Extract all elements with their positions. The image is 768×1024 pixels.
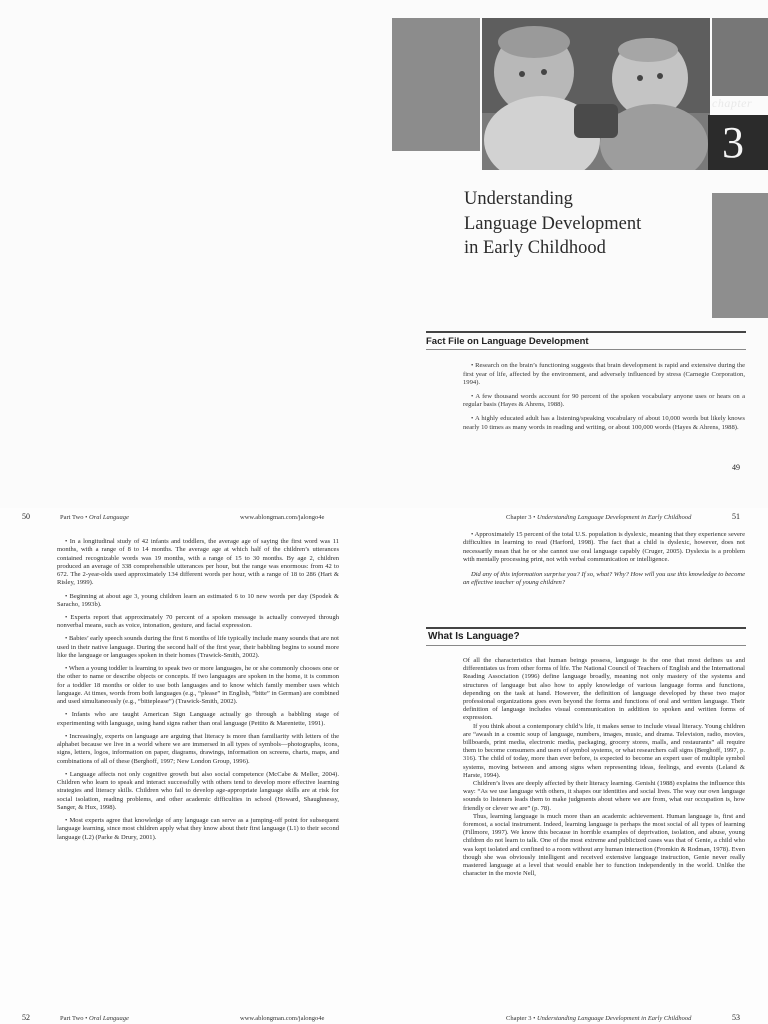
divider — [426, 645, 746, 646]
fact-item: • In a longitudinal study of 42 infants and toddlers, the average age of saying the first word was 11 months, with a range of 8 to 14 months. The average age at which half of the children’s utterances contained recognizable words was 19 months, with a range of 15 to 30 months. By age 2, children produced an average of 338 comprehensible utterances per hour, but the range was enormous: from 42 to 672. The 2-year-olds used approximately 134 different words per hour, with a range of 18 to 286 (Hart & Risley, 1999). — [57, 538, 339, 587]
body-paragraph: Thus, learning language is much more than an academic achievement. Human language is, first and foremost, a social instrument. Indeed, learning language is perhaps the most social of all types of learning (Fillmore, 1997). We know this because in horrible examples of deprivation, isolation, and abuse, young children do not learn to talk. One of the most extreme and publicized cases was that of Genie, a child who was kept isolated and confined to a room without any human interaction (Fromkin & Rodman, 1978). Even though she was obviously intelligent and received extensive language instruction, Genie never really mastered language at a level that would enable her to function independently in the world. Unlike the character in the movie Nell, — [463, 812, 745, 878]
chapter-title-line: Language Development — [464, 213, 642, 234]
chapter-label: chapter — [712, 96, 753, 110]
page-50-body — [57, 538, 339, 847]
page-51-body — [463, 657, 745, 878]
chapter-number: 3 — [722, 118, 744, 167]
section-heading: What Is Language? — [428, 631, 520, 642]
page-number: 49 — [732, 463, 740, 472]
babies-photo-graphic — [482, 18, 710, 170]
page-number: 53 — [732, 1013, 740, 1022]
fact-item: • Experts report that approximately 70 percent of a spoken message is actually conveyed through nonverbal means, such as voice, intonation, gesture, and facial expression. — [57, 613, 339, 630]
decorative-gray-block — [392, 18, 480, 151]
fact-file-heading: Fact File on Language Development — [426, 336, 589, 347]
fact-item: • Babies’ early speech sounds during the first 6 months of life typically include many sounds that are not used in their native language. During the second half of the first year, their babbling begins to sound more like the language or languages spoken in their homes (Trawick-Smith, 2002). — [57, 635, 339, 659]
bullet-separator: • — [85, 514, 88, 521]
running-head — [506, 514, 691, 521]
running-head-chapter: Chapter 3 — [506, 514, 532, 521]
fact-item: • Infants who are taught American Sign Language actually go through a babbling stage of experimenting with language, using hand signs rather than oral language (Pettito & Marentette, 1991). — [57, 711, 339, 727]
running-head-url: www.ablongman.com/jalongo4e — [240, 514, 325, 521]
page-number: 50 — [22, 512, 30, 521]
running-head-chapter: Chapter 3 — [506, 1015, 532, 1022]
running-head-title: Oral Language — [88, 1015, 129, 1022]
divider — [426, 331, 746, 333]
bullet-separator: • — [533, 514, 536, 521]
fact-item: • Approximately 15 percent of the total U.S. population is dyslexic, meaning that they experience severe difficulties in learning to read (Harford, 1998). The fact that a child is dyslexic, however, does not necessarily mean that he or she cannot use oral language capably (Cruger, 2005). Dyslexia is a problem with mentally processing print, not with verbal communication or intelligence. — [463, 531, 745, 563]
fact-item: • Research on the brain’s functioning suggests that brain development is rapid and extensive during the first year of life, affected by the environment, and adversely influenced by stress (Carnegie Corporation, 1994). — [463, 362, 745, 387]
running-head — [60, 1015, 129, 1022]
fact-item: • Most experts agree that knowledge of any language can serve as a jumping-off point for subsequent language learning, since most children apply what they know about their first language (L1) to their second language (L2) (Parke & Drury, 2001). — [57, 816, 339, 841]
body-paragraph: If you think about a contemporary child’s life, it makes sense to include visual literacy. Young children are “awash in a cosmic soup of language, numbers, images, music, and drama. Television, radio, movies, billboards, print media, electronic media, packaging, grocery stores, malls, and restaurants” all require them to become consumers and users of symbol systems, or what researchers call signs (Berghoff, 1997, p. 316). The child of today, more than ever before, is expected to become an expert user of multiple symbol systems, moving between and among signs when representing ideas, feelings, and events (Leland & Harste, 1994). — [463, 722, 745, 779]
decorative-gray-block — [712, 18, 768, 96]
fact-file-list — [463, 362, 745, 437]
decorative-gray-block — [712, 193, 768, 318]
body-paragraph: Children’s lives are deeply affected by their literacy learning. Genishi (1988) explains the influence this way: “As we use language with others, it shapes our identities and social lives. The way our own language sounds to listeners leads them to make judgments about where we are from, what our occupation is, how friendly or clever we are” (p. 78). — [463, 780, 745, 812]
body-paragraph: Of all the characteristics that human beings possess, language is the one that most defines us and differentiates us from other forms of life. The National Council of Teachers of English and the International Reading Association (1996) define language broadly, meaning not only mastery of the systems and structures of language but also how to apply knowledge of various language forms and functions, depending on the task at hand. However, the definition of language developed by these two major professional organizations goes even beyond the forms and functions of oral and written language. Their definition of language includes visual communication in addition to spoken and written forms of expression. — [463, 657, 745, 722]
running-head-title: Oral Language — [88, 514, 129, 521]
running-head — [60, 514, 129, 521]
page-number: 52 — [22, 1013, 30, 1022]
fact-item: • A highly educated adult has a listening/speaking vocabulary of about 10,000 words but likely knows nearly 10 times as many words in reading and writing, or about 100,000 words (Hayes & Ahrens, 1988). — [463, 414, 745, 431]
page-number: 51 — [732, 512, 740, 521]
chapter-title — [464, 187, 704, 261]
running-head-part: Part Two — [60, 1015, 84, 1022]
divider — [426, 349, 746, 350]
fact-item: • Language affects not only cognitive growth but also social competence (McCabe & Meller, 2004). Children who learn to speak and interact successfully with others tend to develop more effective learning strategies and literacy skills. Children who fail to develop age-appropriate language skills are at risk for social isolation, reading problems, and other academic difficulties in school (Howard, Shaughnessy, Sanger, & Hux, 1998). — [57, 770, 339, 811]
bullet-separator: • — [85, 1015, 88, 1022]
divider — [426, 627, 746, 629]
fact-item: • Increasingly, experts on language are arguing that literacy is more than familiarity with letters of the alphabet because we live in a world where we are immersed in all types of symbols—photographs, icons, signs, letters, logos, information on paper, diagrams, drawings, information on screens, charts, maps, and combinations of all of these (Berghoff, 1997; New London Group, 1996). — [57, 732, 339, 765]
running-head-part: Part Two — [60, 514, 84, 521]
chapter-title-line: Understanding — [464, 189, 573, 209]
fact-item: • A few thousand words account for 90 percent of the spoken vocabulary anyone uses or hears on a regular basis (Hayes & Ahrens, 1988). — [463, 392, 745, 409]
fact-item: • Beginning at about age 3, young children learn an estimated 6 to 10 new words per day (Spodek & Saracho, 1993b). — [57, 592, 339, 608]
running-head-url: www.ablongman.com/jalongo4e — [240, 1015, 325, 1022]
running-head-title: Understanding Language Development in Early Childhood — [536, 514, 692, 521]
chapter-title-line: in Early Childhood — [464, 238, 606, 258]
reflection-question: Did any of this information surprise you? If so, what? Why? How will you use this knowledge to become an effective teacher of young children? — [463, 571, 745, 587]
running-head-title: Understanding Language Development in Early Childhood — [536, 1015, 692, 1022]
chapter-photo-two-babies — [482, 18, 710, 170]
fact-item: • When a young toddler is learning to speak two or more languages, he or she commonly chooses one or the other to name or describe objects or concepts. If two languages are spoken in the home, it is common for a toddler 18 months or older to use both languages and to know which family member uses which language. At times, words from both languages (e.g., “please” in English, “bitte” in German) are combined and used simultaneously (e.g., “bitteplease”) (Trawick-Smith, 2002). — [57, 665, 339, 706]
running-head — [506, 1015, 691, 1022]
page-51-facts — [463, 531, 745, 593]
bullet-separator: • — [533, 1015, 536, 1022]
chapter-number-box — [708, 115, 768, 170]
